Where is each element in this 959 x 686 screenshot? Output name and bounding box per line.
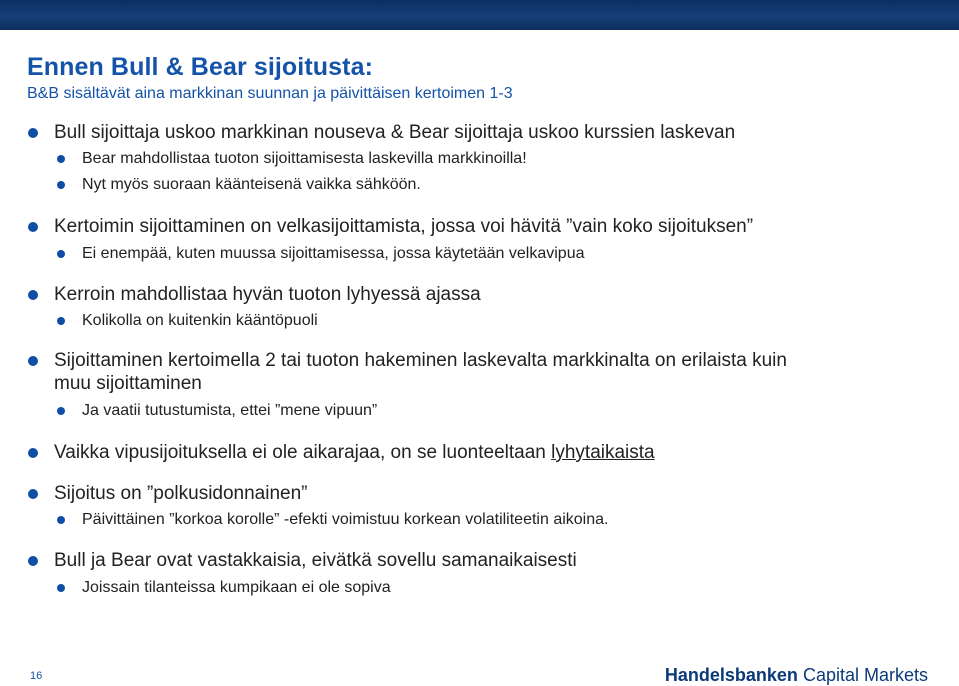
sub-bullet-text: Bear mahdollistaa tuoton sijoittamisesta laskevilla markkinoilla! bbox=[82, 150, 527, 167]
bullet-text-line1: Sijoittaminen kertoimella 2 tai tuoton hakeminen laskevalta markkinalta on erilaista kuin bbox=[54, 350, 787, 371]
top-banner bbox=[0, 0, 959, 30]
sub-bullet-item bbox=[82, 149, 527, 169]
bullet-text: Kertoimin sijoittaminen on velkasijoittamista, jossa voi hävitä ”vain koko sijoituksen” bbox=[54, 216, 754, 237]
bullet-item-continuation bbox=[54, 372, 202, 396]
logo-brand-suffix: Capital Markets bbox=[802, 665, 928, 685]
bullet-item bbox=[54, 349, 787, 373]
bullet-item bbox=[54, 549, 577, 573]
bullet-dot-icon bbox=[57, 155, 65, 163]
logo-brand-name: Handelsbanken bbox=[664, 665, 798, 685]
sub-bullet-text: Ei enempää, kuten muussa sijoittamisessa, jossa käytetään velkavipua bbox=[82, 245, 585, 262]
bullet-text-line2: muu sijoittaminen bbox=[54, 373, 202, 394]
bullet-item bbox=[54, 283, 481, 307]
bullet-dot-icon bbox=[57, 516, 65, 524]
sub-bullet-item bbox=[82, 401, 377, 421]
sub-bullet-item bbox=[82, 175, 421, 195]
bullet-dot-icon bbox=[28, 448, 38, 458]
bullet-dot-icon bbox=[28, 128, 38, 138]
sub-bullet-item bbox=[82, 311, 318, 331]
bullet-dot-icon bbox=[28, 222, 38, 232]
sub-bullet-text: Nyt myös suoraan käänteisenä vaikka sähköön. bbox=[82, 176, 421, 193]
bullet-dot-icon bbox=[57, 250, 65, 258]
sub-bullet-text: Päivittäinen ”korkoa korolle” -efekti voimistuu korkean volatiliteetin aikoina. bbox=[82, 511, 609, 528]
slide-title: Ennen Bull & Bear sijoitusta: bbox=[27, 53, 374, 81]
bullet-dot-icon bbox=[28, 489, 38, 499]
handelsbanken-logo bbox=[665, 665, 928, 686]
sub-bullet-item bbox=[82, 510, 608, 530]
bullet-dot-icon bbox=[57, 181, 65, 189]
sub-bullet-item bbox=[82, 578, 391, 598]
bullet-dot-icon bbox=[28, 290, 38, 300]
slide-subtitle: B&B sisältävät aina markkinan suunnan ja päivittäisen kertoimen 1-3 bbox=[27, 85, 513, 102]
bullet-dot-icon bbox=[28, 356, 38, 366]
bullet-dot-icon bbox=[57, 407, 65, 415]
sub-bullet-text: Ja vaatii tutustumista, ettei ”mene vipuun” bbox=[82, 402, 378, 419]
bullet-item bbox=[54, 441, 655, 465]
page-number: 16 bbox=[30, 670, 43, 682]
bullet-item bbox=[54, 215, 753, 239]
sub-bullet-text: Kolikolla on kuitenkin kääntöpuoli bbox=[82, 312, 318, 329]
bullet-text: Bull sijoittaja uskoo markkinan nouseva & Bear sijoittaja uskoo kurssien laskevan bbox=[54, 122, 736, 143]
bullet-emphasis: lyhytaikaista bbox=[551, 442, 655, 463]
bullet-text: Kerroin mahdollistaa hyvän tuoton lyhyessä ajassa bbox=[54, 284, 481, 305]
bullet-dot-icon bbox=[57, 317, 65, 325]
bullet-item bbox=[54, 482, 308, 506]
bullet-dot-icon bbox=[57, 584, 65, 592]
sub-bullet-item bbox=[82, 244, 584, 264]
bullet-dot-icon bbox=[28, 556, 38, 566]
bullet-text: Bull ja Bear ovat vastakkaisia, eivätkä sovellu samanaikaisesti bbox=[54, 550, 577, 571]
bullet-text: Sijoitus on ”polkusidonnainen” bbox=[54, 483, 308, 504]
bullet-item bbox=[54, 121, 735, 145]
sub-bullet-text: Joissain tilanteissa kumpikaan ei ole sopiva bbox=[82, 579, 391, 596]
bullet-text: Vaikka vipusijoituksella ei ole aikarajaa, on se luonteeltaan bbox=[54, 442, 552, 463]
